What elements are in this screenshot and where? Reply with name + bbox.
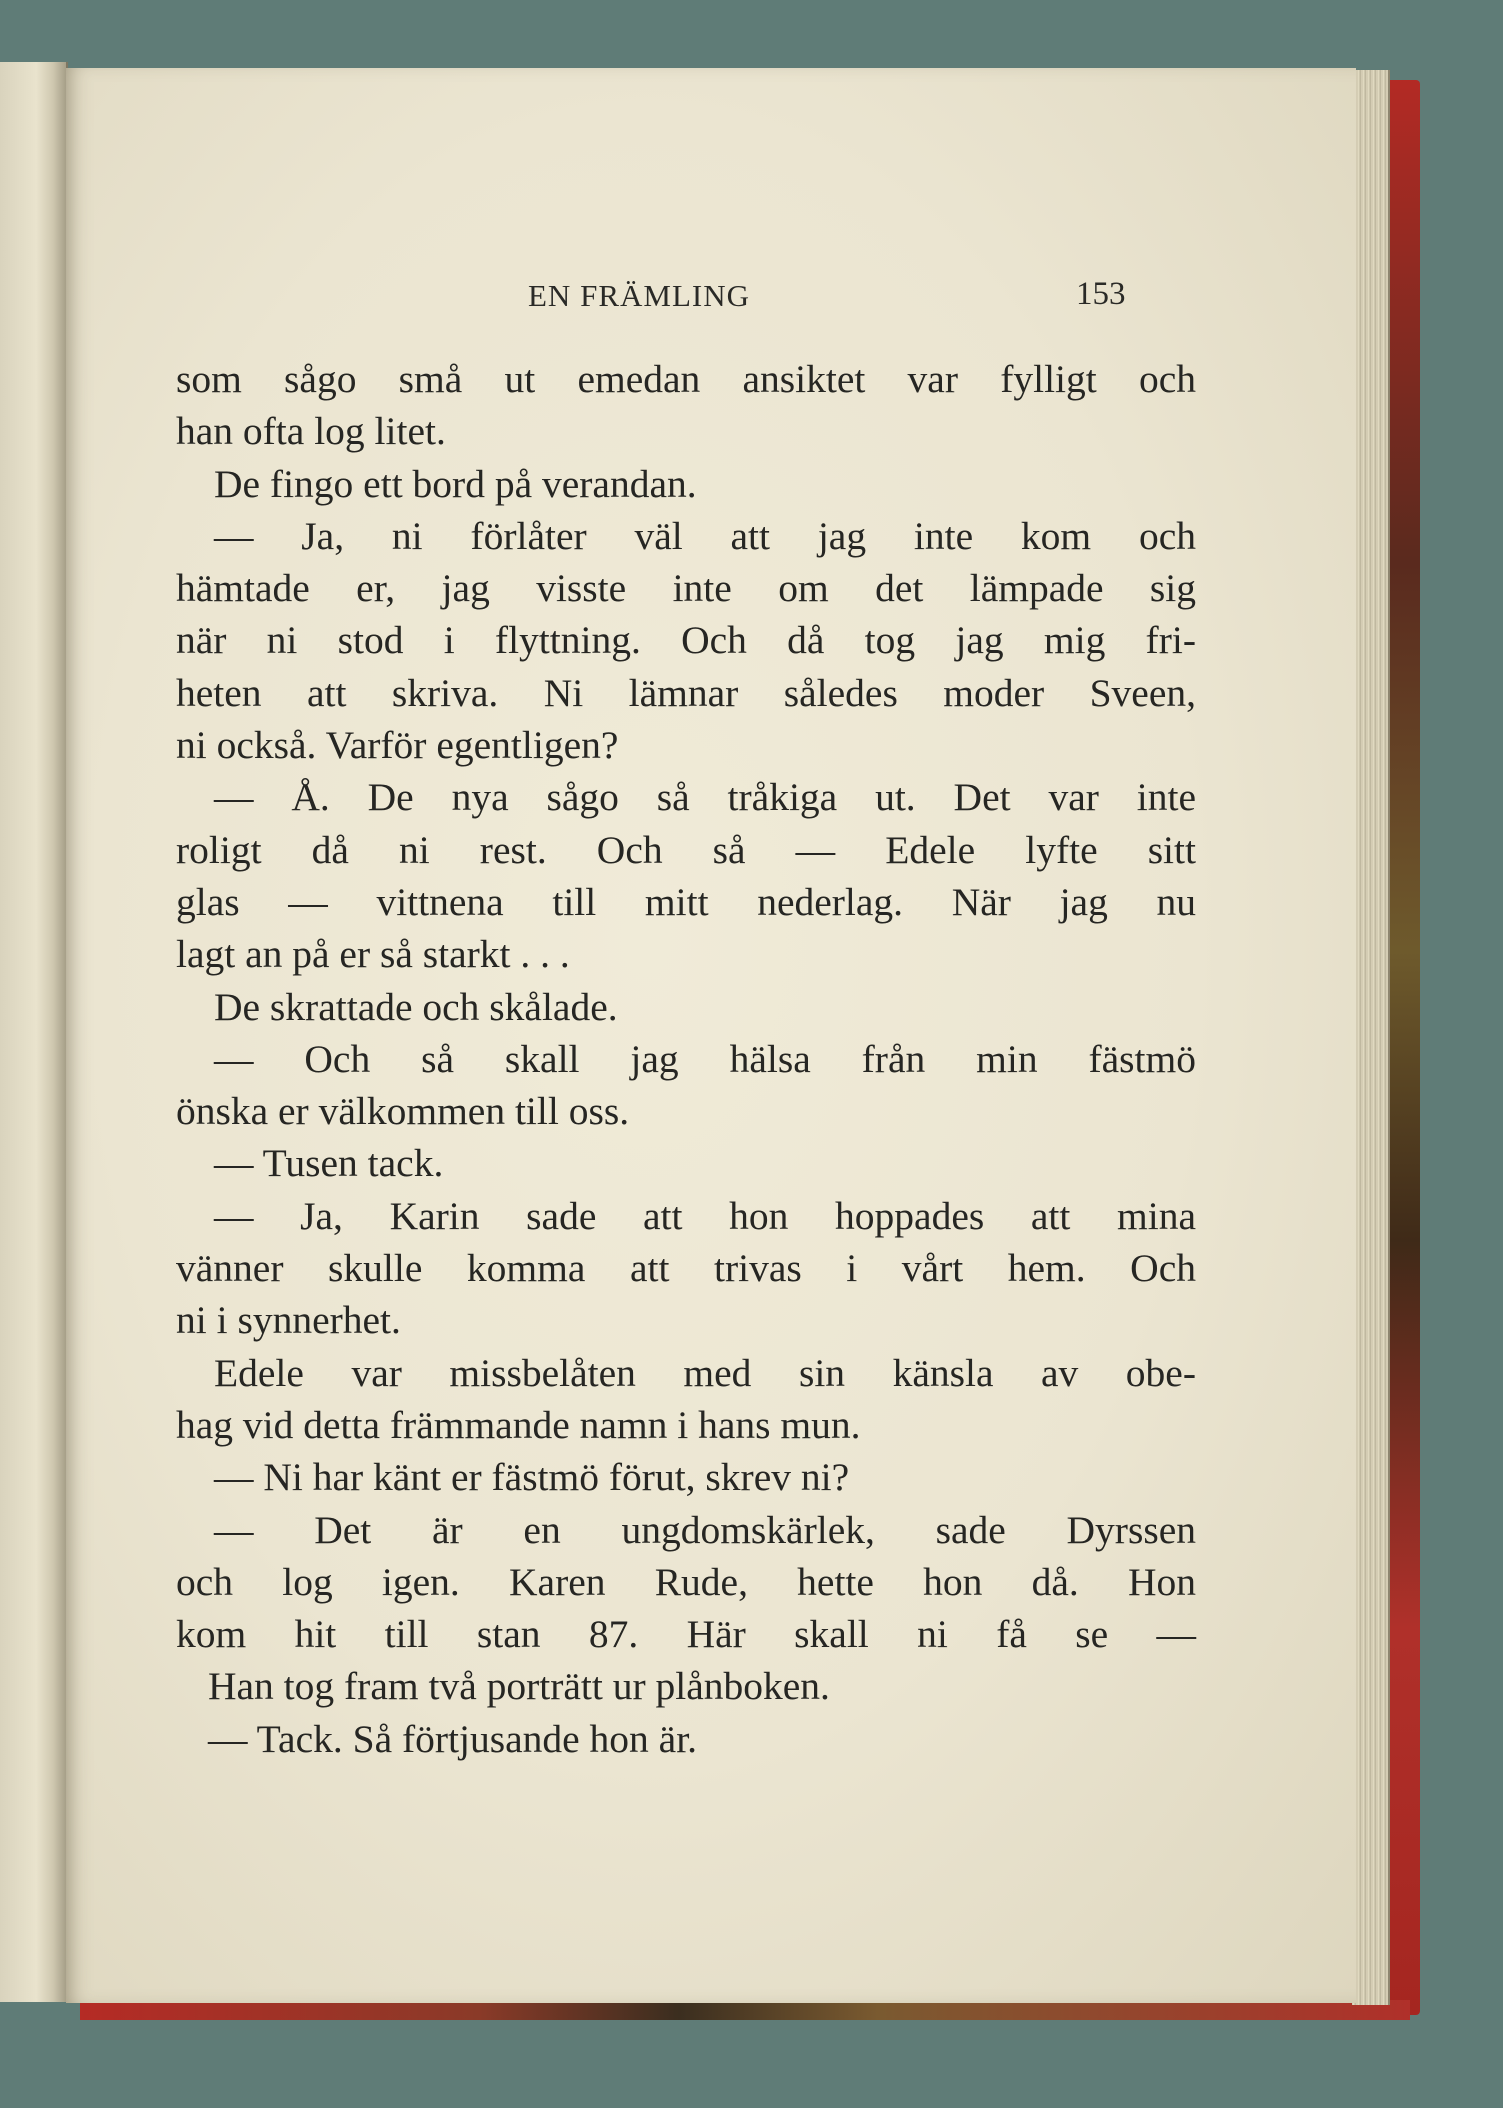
body-text (176, 353, 1196, 1765)
book-cover-bottom-edge (80, 2000, 1410, 2020)
text-line: — Ja, ni förlåter väl att jag inte kom och (214, 513, 1196, 558)
text-line: — Ni har känt er fästmö förut, skrev ni? (214, 1455, 850, 1500)
text-line: ni i synnerhet. (176, 1298, 401, 1343)
text-line: vänner skulle komma att trivas i vårt hem. Och (176, 1246, 1196, 1291)
book-page (66, 68, 1356, 2003)
text-line: heten att skriva. Ni lämnar således moder Sveen, (176, 670, 1196, 715)
running-head (66, 278, 1356, 318)
text-line: Edele var missbelåten med sin känsla av obe- (214, 1350, 1196, 1395)
text-line: — Det är en ungdomskärlek, sade Dyrssen (214, 1507, 1196, 1552)
text-line: hämtade er, jag visste inte om det lämpade sig (176, 566, 1196, 611)
text-line: som sågo små ut emedan ansiktet var fylligt och (176, 357, 1196, 401)
text-line: De fingo ett bord på verandan. (214, 461, 697, 506)
text-line: önska er välkommen till oss. (176, 1089, 630, 1134)
text-line: kom hit till stan 87. Här skall ni få se — (176, 1612, 1196, 1657)
text-line: — Å. De nya sågo så tråkiga ut. Det var inte (214, 775, 1196, 820)
text-line: — Och så skall jag hälsa från min fästmö (214, 1036, 1196, 1081)
text-line: — Tusen tack. (214, 1141, 444, 1186)
page-stack-edge (1352, 70, 1390, 2005)
text-line: — Ja, Karin sade att hon hoppades att mina (214, 1193, 1196, 1238)
text-line: när ni stod i flyttning. Och då tog jag mig fri- (176, 618, 1196, 663)
text-line: hag vid detta främmande namn i hans mun. (176, 1402, 861, 1447)
text-line: glas — vittnena till mitt nederlag. När jag nu (176, 879, 1196, 924)
text-line: ni också. Varför egentligen? (176, 723, 619, 768)
text-line: han ofta log litet. (176, 409, 446, 454)
text-line: och log igen. Karen Rude, hette hon då. Hon (176, 1559, 1196, 1604)
text-line: Han tog fram två porträtt ur plånboken. (208, 1664, 830, 1709)
running-head-title: EN FRÄMLING (528, 278, 750, 313)
text-line: De skrattade och skålade. (214, 984, 618, 1029)
text-line: — Tack. Så förtjusande hon är. (208, 1716, 698, 1761)
page-number: 153 (1076, 276, 1126, 312)
text-line: roligt då ni rest. Och så — Edele lyfte sitt (176, 827, 1196, 872)
previous-page-edge (0, 62, 68, 2002)
text-line: lagt an på er så starkt . . . (176, 932, 570, 977)
